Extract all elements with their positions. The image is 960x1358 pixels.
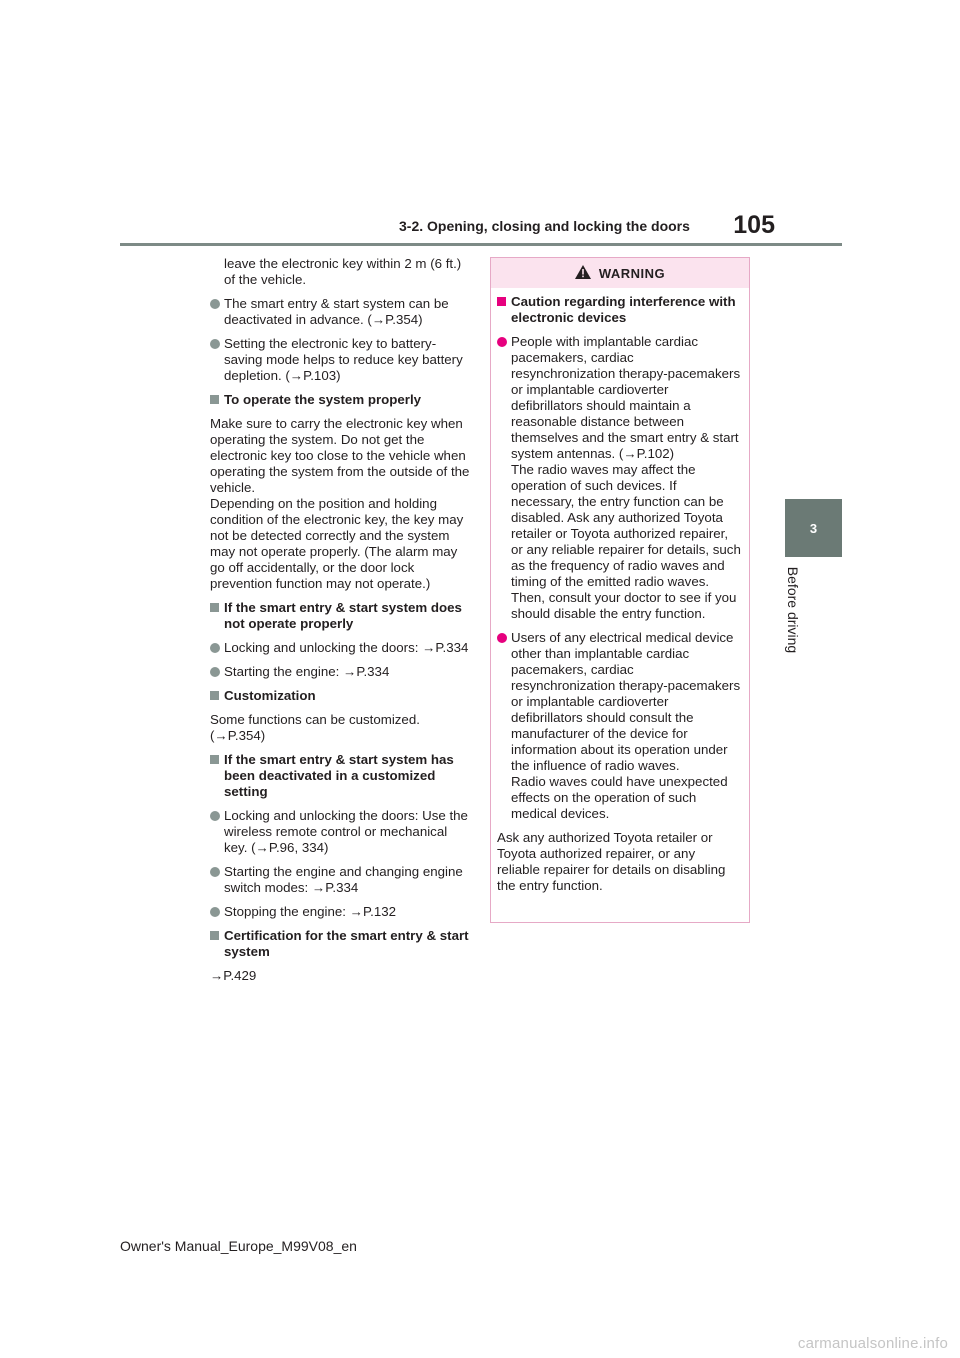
- warning-box: [490, 257, 750, 923]
- section-heading-text: Certification for the smart entry & start system: [224, 928, 469, 959]
- list-item-text: Locking and unlocking the doors: →P.334: [224, 640, 469, 655]
- warning-label: WARNING: [598, 265, 666, 281]
- warning-closing: Ask any authorized Toyota retailer or Toyota authorized repairer, or any reliable repairer for details on disabling the entry function.: [497, 830, 726, 893]
- list-item-text: Stopping the engine: →P.132: [224, 904, 397, 919]
- watermark: carmanualsonline.info: [797, 1335, 948, 1352]
- list-item: [210, 336, 472, 384]
- warning-body: [491, 288, 749, 910]
- list-item-text: Starting the engine and changing engine switch modes: →P.334: [224, 864, 463, 895]
- list-item: [210, 864, 472, 896]
- chapter-title: Before driving: [785, 566, 801, 654]
- bullet-dot-icon: [497, 633, 507, 643]
- bullet-dot-icon: [210, 643, 220, 653]
- list-item: [210, 664, 472, 680]
- warning-header: [491, 258, 749, 288]
- manual-id: Owner's Manual_Europe_M99V08_en: [120, 1238, 357, 1254]
- list-item: [210, 904, 472, 920]
- paragraph-line: Make sure to carry the electronic key when operating the system. Do not get the electronic key too close to the vehicle when operating the system from the outside of the vehicle.: [210, 416, 470, 495]
- square-bullet-icon: [497, 297, 506, 306]
- bullet-dot-icon: [210, 867, 220, 877]
- list-item: [210, 808, 472, 856]
- chapter-number: 3: [809, 520, 818, 536]
- bullet-dot-icon: [497, 337, 507, 347]
- list-item-text: Setting the electronic key to battery-saving mode helps to reduce key battery depletion. (→P.103): [224, 336, 463, 383]
- square-bullet-icon: [210, 931, 219, 940]
- section-heading-text: If the smart entry & start system has been deactivated in a customized setting: [224, 752, 454, 799]
- chapter-tab: [785, 499, 842, 557]
- section-heading-text: If the smart entry & start system does not operate properly: [224, 600, 462, 631]
- list-item: [210, 296, 472, 328]
- warning-heading: [497, 294, 741, 326]
- list-item-text: Users of any electrical medical device other than implantable cardiac pacemakers, cardiac resynchronization therapy-pacemakers or implantable cardioverter defibrillators should consult the manufacturer of the device for information about its operation under the influence of radio waves.: [511, 630, 741, 773]
- bullet-dot-icon: [210, 339, 220, 349]
- section-heading: [210, 688, 472, 704]
- list-item-text: People with implantable cardiac pacemakers, cardiac resynchronization therapy-pacemakers or implantable cardioverter defibrillators should maintain a reasonable distance between themselves and the smart entry & start system antennas. (→P.102): [511, 334, 741, 461]
- bullet-dot-icon: [210, 811, 220, 821]
- section-heading: [210, 600, 472, 632]
- square-bullet-icon: [210, 755, 219, 764]
- page-reference: →P.429: [210, 968, 257, 983]
- warning-heading-text: Caution regarding interference with electronic devices: [511, 294, 736, 325]
- section-heading-text: Customization: [224, 688, 316, 703]
- section-heading: [210, 752, 472, 800]
- list-item: [210, 640, 472, 656]
- paragraph: Some functions can be customized. (→P.354): [210, 712, 420, 743]
- page-number: 105: [733, 211, 775, 239]
- list-item-text: Starting the engine: →P.334: [224, 664, 390, 679]
- left-column: [210, 256, 472, 992]
- section-heading-text: To operate the system properly: [224, 392, 422, 407]
- list-item-text: The radio waves may affect the operation of such devices. If necessary, the entry function can be disabled. Ask any authorized Toyota retailer or Toyota authorized repairer, or any reliable repairer for details, such as the frequency of radio waves and timing of the emitted radio waves. Then, consult your doctor to see if you should disable the entry function.: [511, 462, 741, 621]
- warning-triangle-icon: [575, 265, 591, 282]
- bullet-dot-icon: [210, 907, 220, 917]
- list-item: [497, 334, 741, 622]
- list-item-text: Radio waves could have unexpected effects on the operation of such medical devices.: [511, 774, 728, 821]
- intro-continuation: leave the electronic key within 2 m (6 ft.) of the vehicle.: [224, 256, 462, 287]
- list-item-text: The smart entry & start system can be deactivated in advance. (→P.354): [224, 296, 449, 327]
- paragraph: [210, 416, 472, 592]
- square-bullet-icon: [210, 603, 219, 612]
- header-divider: [120, 243, 842, 246]
- section-heading: [210, 392, 472, 408]
- bullet-dot-icon: [210, 667, 220, 677]
- bullet-dot-icon: [210, 299, 220, 309]
- square-bullet-icon: [210, 395, 219, 404]
- square-bullet-icon: [210, 691, 219, 700]
- section-title: 3-2. Opening, closing and locking the doors: [399, 218, 690, 234]
- list-item-text: Locking and unlocking the doors: Use the wireless remote control or mechanical key. (→P.96, 334): [224, 808, 468, 855]
- list-item: [497, 630, 741, 822]
- section-heading: [210, 928, 472, 960]
- paragraph-line: Depending on the position and holding condition of the electronic key, the key may not be detected correctly and the system may not operate properly. (The alarm may go off accidentally, or the door lock prevention function may not operate.): [210, 496, 464, 591]
